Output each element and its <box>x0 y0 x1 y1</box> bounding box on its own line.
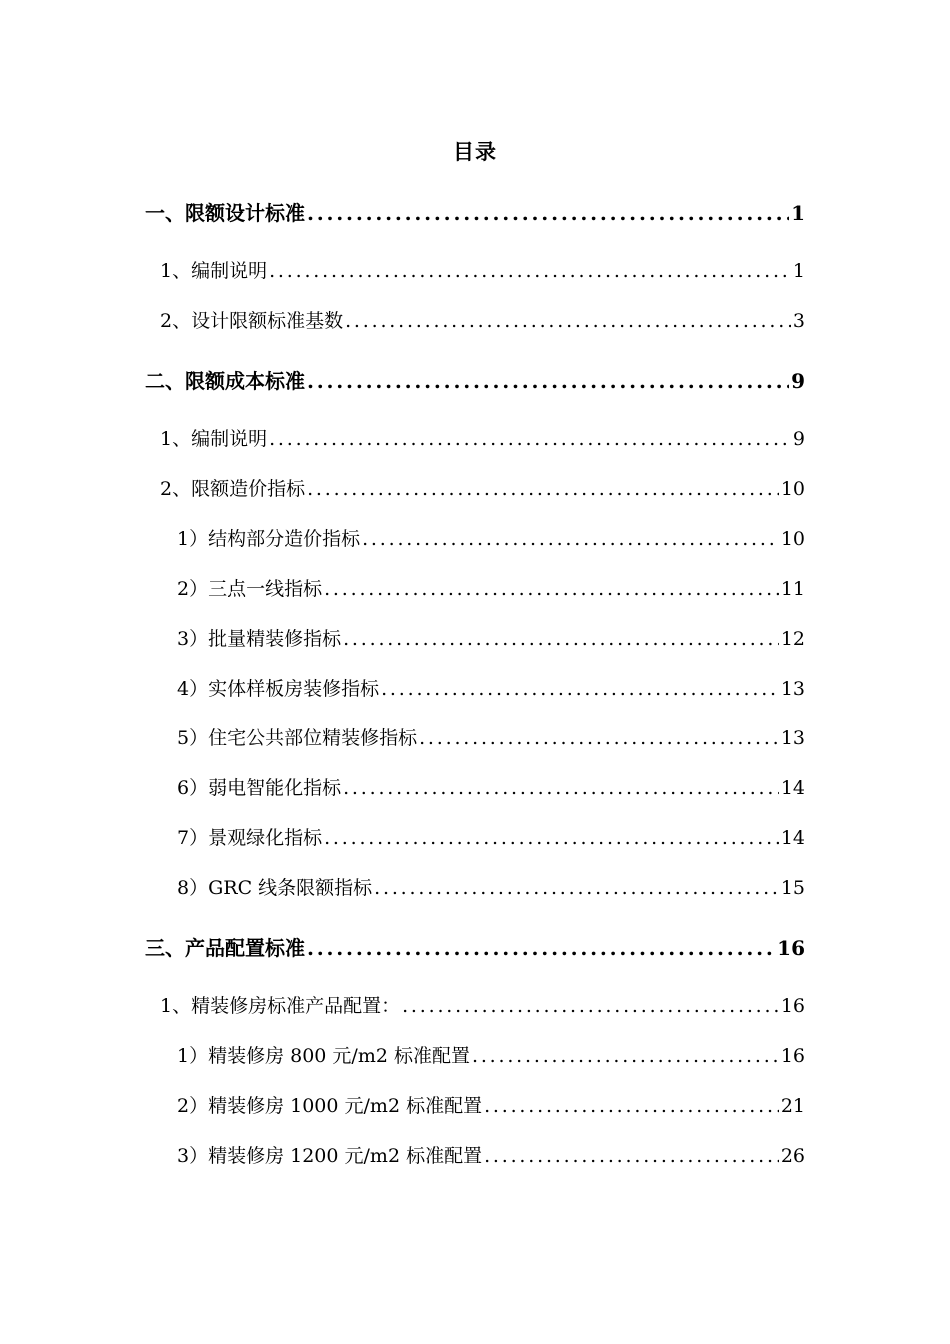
toc-entry-label: 2、限额造价指标 <box>160 478 306 500</box>
toc-dot-leader <box>307 369 789 393</box>
toc-dot-leader <box>472 1045 779 1067</box>
toc-page-number: 13 <box>780 727 805 749</box>
toc-page-number: 10 <box>780 528 805 550</box>
toc-entry-label: 8）GRC 线条限额指标 <box>177 877 373 899</box>
toc-entry-label: 6）弱电智能化指标 <box>177 777 342 799</box>
toc-page-number: 9 <box>791 369 805 393</box>
toc-entry-label: 3）批量精装修指标 <box>177 628 342 650</box>
toc-entry-label: 5）住宅公共部位精装修指标 <box>177 727 418 749</box>
toc-dot-leader <box>307 478 779 500</box>
toc-entry-label: 二、限额成本标准 <box>145 369 305 393</box>
toc-entry-1-2[interactable] <box>160 306 805 334</box>
toc-entry-section-3[interactable] <box>145 932 805 960</box>
toc-entry-2-2-5[interactable] <box>177 723 805 751</box>
toc-entry-3-1-1[interactable] <box>177 1041 805 1069</box>
toc-page-number: 1 <box>791 201 805 225</box>
toc-page-number: 21 <box>780 1095 805 1117</box>
toc-entry-label: 2）精装修房 1000 元/m2 标准配置 <box>177 1095 483 1117</box>
toc-page-number: 16 <box>780 995 805 1017</box>
toc-entry-label: 1、编制说明 <box>160 260 268 282</box>
toc-dot-leader <box>345 310 791 332</box>
toc-entry-3-1[interactable] <box>160 991 805 1019</box>
toc-entry-section-2[interactable] <box>145 365 805 393</box>
toc-entry-label: 1）结构部分造价指标 <box>177 528 361 550</box>
toc-page-number: 15 <box>780 877 805 899</box>
toc-dot-leader <box>374 877 779 899</box>
toc-dot-leader <box>343 628 779 650</box>
toc-entry-2-2-2[interactable] <box>177 574 805 602</box>
toc-title: 目录 <box>453 139 497 164</box>
toc-page-number: 3 <box>792 310 805 332</box>
toc-entry-section-1[interactable] <box>145 197 805 225</box>
toc-entry-label: 4）实体样板房装修指标 <box>177 678 380 700</box>
toc-entry-2-2-3[interactable] <box>177 624 805 652</box>
toc-dot-leader <box>324 827 779 849</box>
toc-entry-2-2-6[interactable] <box>177 773 805 801</box>
toc-entry-3-1-3[interactable] <box>177 1141 805 1169</box>
toc-page-number: 1 <box>792 260 805 282</box>
toc-entry-label: 1、精装修房标准产品配置： <box>160 995 401 1017</box>
toc-entry-label: 3）精装修房 1200 元/m2 标准配置 <box>177 1145 483 1167</box>
toc-entry-2-2-7[interactable] <box>177 823 805 851</box>
toc-entry-2-2-1[interactable] <box>177 524 805 552</box>
toc-dot-leader <box>269 260 791 282</box>
toc-page-number: 11 <box>780 578 805 600</box>
toc-page-number: 13 <box>780 678 805 700</box>
toc-entry-2-2-8[interactable] <box>177 873 805 901</box>
toc-page-number: 26 <box>780 1145 805 1167</box>
toc-entry-2-1[interactable] <box>160 424 805 452</box>
toc-dot-leader <box>381 678 779 700</box>
toc-page-number: 10 <box>780 478 805 500</box>
toc-entry-label: 2、设计限额标准基数 <box>160 310 344 332</box>
toc-dot-leader <box>307 201 789 225</box>
toc-dot-leader <box>307 936 775 960</box>
toc-page-number: 16 <box>780 1045 805 1067</box>
toc-page-number: 14 <box>780 827 805 849</box>
toc-dot-leader <box>484 1095 779 1117</box>
toc-entry-1-1[interactable] <box>160 256 805 284</box>
toc-dot-leader <box>402 995 779 1017</box>
toc-entry-2-2[interactable] <box>160 474 805 502</box>
toc-entry-label: 一、限额设计标准 <box>145 201 305 225</box>
toc-dot-leader <box>324 578 779 600</box>
toc-entry-label: 2）三点一线指标 <box>177 578 323 600</box>
toc-dot-leader <box>484 1145 779 1167</box>
toc-dot-leader <box>343 777 779 799</box>
toc-page-number: 14 <box>780 777 805 799</box>
toc-page-number: 16 <box>777 936 805 960</box>
toc-dot-leader <box>269 428 791 450</box>
toc-entry-3-1-2[interactable] <box>177 1091 805 1119</box>
toc-entry-label: 7）景观绿化指标 <box>177 827 323 849</box>
toc-entry-2-2-4[interactable] <box>177 674 805 702</box>
toc-entry-label: 1）精装修房 800 元/m2 标准配置 <box>177 1045 470 1067</box>
toc-entry-label: 1、编制说明 <box>160 428 268 450</box>
toc-dot-leader <box>419 727 779 749</box>
toc-entry-label: 三、产品配置标准 <box>145 936 305 960</box>
toc-page-number: 9 <box>792 428 805 450</box>
toc-page-number: 12 <box>780 628 805 650</box>
toc-dot-leader <box>362 528 779 550</box>
